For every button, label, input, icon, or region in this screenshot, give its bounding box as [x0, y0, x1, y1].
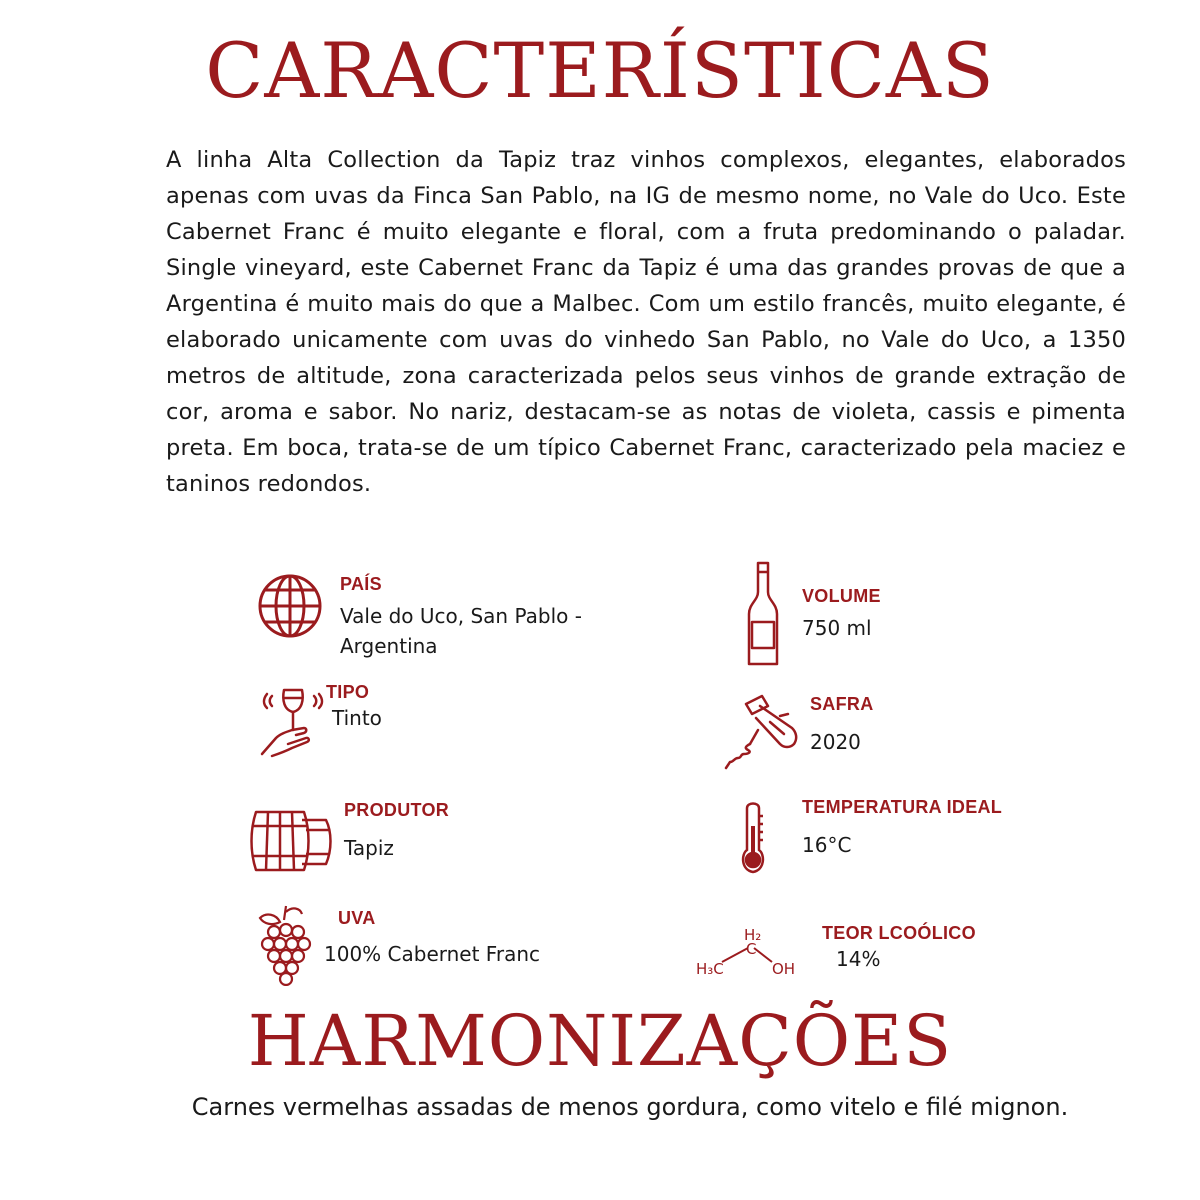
wine-description: A linha Alta Collection da Tapiz traz vinhos complexos, elegantes, elaborados apenas com uvas da Finca San Pablo, na IG de mesmo nome, no Vale do Uco. Este Cabernet Franc é muito elegante e floral, com a fruta predominando o paladar. Single vineyard, este Cabernet Franc da Tapiz é uma das grandes provas de que a Argentina é muito mais do que a Malbec. Com um estilo francês, muito elegante, é elaborado unicamente com uvas do vinhedo San Pablo, no Vale do Uco, a 1350 metros de altitude, zona caracterizada pelos seus vinhos de grande extração de cor, aroma e sabor. No nariz, destacam-se as notas de violeta, cassis e pimenta preta. Em boca, trata-se de um típico Cabernet Franc, caracterizado pela maciez e taninos redondos. — [166, 147, 1126, 497]
grape-value: 100% Cabernet Franc — [324, 942, 541, 966]
globe-icon — [256, 572, 324, 640]
country-value: Vale do Uco, San Pablo - Argentina — [340, 604, 582, 658]
country-label: PAÍS — [340, 574, 382, 594]
wine-bottle-icon — [746, 560, 780, 668]
formula-ch2: H₂ — [744, 926, 762, 944]
alcohol-value: 14% — [836, 947, 881, 971]
pairings-text: Carnes vermelhas assadas de menos gordura, como vitelo e filé mignon. — [191, 1093, 1069, 1121]
formula-c: C — [746, 940, 757, 958]
country-info — [340, 574, 640, 661]
barrels-icon — [248, 808, 334, 874]
vintage-label: SAFRA — [810, 694, 874, 714]
wine-tasting-icon — [258, 684, 328, 760]
corkscrew-icon — [722, 692, 806, 776]
producer-info — [344, 800, 584, 863]
pairings-title: HARMONIZAÇÕES — [247, 1000, 953, 1082]
type-label: TIPO — [326, 682, 370, 702]
grape-info — [324, 908, 638, 969]
volume-label: VOLUME — [802, 586, 881, 606]
vintage-info — [810, 694, 1010, 757]
grapes-icon — [254, 904, 318, 986]
alcohol-label: TEOR LCOÓLICO — [822, 923, 976, 943]
formula-ch3: H₃C — [696, 960, 724, 978]
grape-label: UVA — [338, 908, 376, 928]
producer-value: Tapiz — [344, 836, 394, 860]
ethanol-molecule-icon — [692, 922, 804, 982]
producer-label: PRODUTOR — [344, 800, 450, 820]
formula-oh: OH — [772, 960, 796, 978]
thermometer-icon — [738, 800, 768, 876]
temperature-value: 16°C — [802, 833, 852, 857]
type-value: Tinto — [332, 706, 382, 730]
volume-value: 750 ml — [802, 616, 872, 640]
type-info — [326, 682, 526, 733]
alcohol-info — [822, 923, 1062, 974]
vintage-value: 2020 — [810, 730, 861, 754]
temperature-info — [802, 797, 1062, 860]
characteristics-title: CARACTERÍSTICAS — [205, 26, 995, 115]
volume-info — [802, 586, 1102, 643]
temperature-label: TEMPERATURA IDEAL — [802, 797, 1003, 817]
